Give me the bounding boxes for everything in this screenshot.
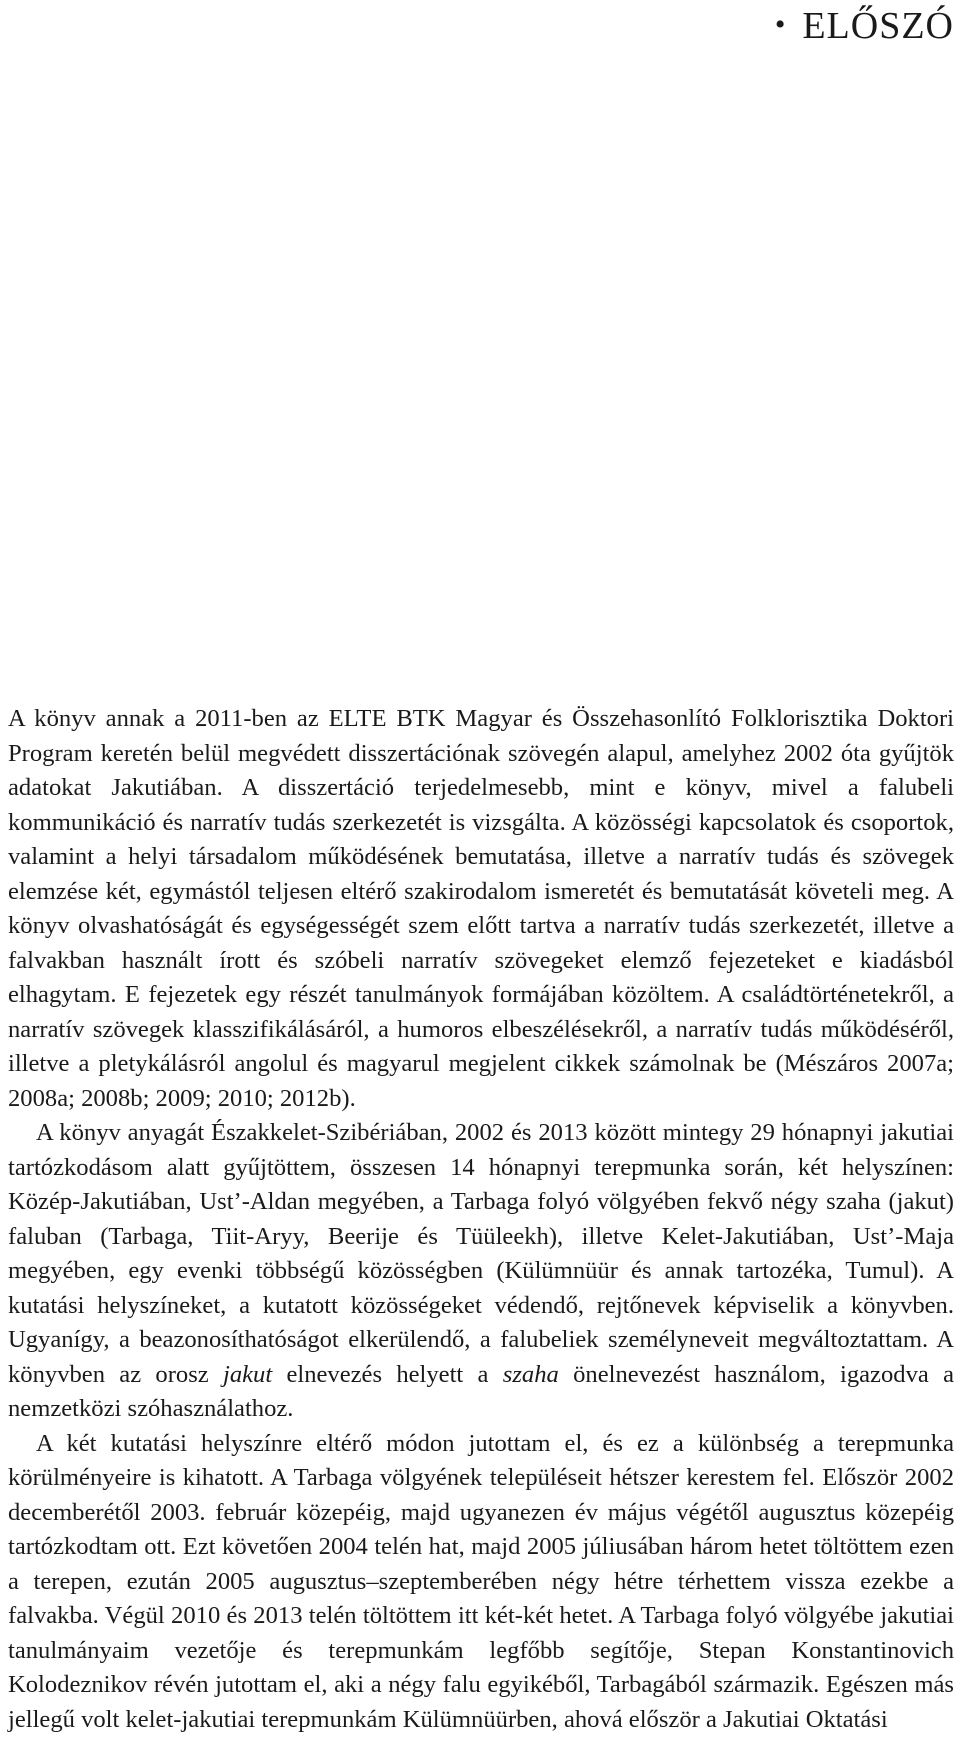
text-segment: A könyv annak a 2011-ben az ELTE BTK Magyar és Összehasonlító Folklorisztika Doktori Program keretén belül megvédett disszertációnak szövegén alapul, amelyhez 2002 óta gyűjtök adatokat Jakutiában. A disszertáció terjedelmesebb, mint e könyv, mivel a falubeli kommunikáció és narratív tudás szerkezetét is vizsgálta. A közösségi kapcsolatok és csoportok, valamint a helyi társadalom működésének bemutatása, illetve a narratív tudás és szövegek elemzése két, egymástól teljesen eltérő szakirodalom ismeretét és bemutatását követeli meg. A könyv olvashatóságát és egységességét szem előtt tartva a narratív tudás szerkezetét, illetve a falvakban használt írott és szóbeli narratív szövegeket elemző fejezeteket e kiadásból elhagytam. E fejezetek egy részét tanulmányok formájában közöltem. A családtörténetekről, a narratív szövegek klasszifikálásáról, a humoros elbeszélésekről, a narratív tudás működéséről, illetve a pletykálásról angolul és magyarul megjelent cikkek számolnak be (Mészáros 2007a; 2008a; 2008b; 2009; 2010; 2012b). (8, 705, 954, 1112)
text-segment: elnevezés helyett a (272, 1361, 503, 1388)
paragraph-3 (8, 1427, 954, 1737)
chapter-header (775, 4, 954, 48)
header-bullet: • (775, 8, 787, 42)
italic-term-szaha: szaha (503, 1361, 559, 1388)
text-segment: A könyv anyagát Északkelet-Szibériában, 2002 és 2013 között mintegy 29 hónapnyi jakutiai tartózkodásom alatt gyűjtöttem, összesen 14 hónapnyi terepmunka során, két helyszínen: Közép-Jakutiában, Ust’-Aldan megyében, a Tarbaga folyó völgyében fekvő négy szaha (jakut) faluban (Tarbaga, Tiit-Aryy, Beerije és Tüüleekh), illetve Kelet-Jakutiában, Ust’-Maja megyében, egy evenki többségű közösségben (Külümnüür és annak tartozéka, Tumul). A kutatási helyszíneket, a kutatott közösségeket védendő, rejtőnevek képviselik a könyvben. Ugyanígy, a beazonosíthatóságot elkerülendő, a falubeliek személyneveit megváltoztattam. A könyvben az orosz (8, 1119, 954, 1388)
italic-term-jakut: jakut (223, 1361, 272, 1388)
text-segment: A két kutatási helyszínre eltérő módon jutottam el, és ez a különbség a terepmunka körülményeire is kihatott. A Tarbaga völgyének településeit hétszer kerestem fel. Először 2002 decemberétől 2003. február közepéig, majd ugyanezen év május végétől augusztus közepéig tartózkodtam ott. Ezt követően 2004 telén hat, majd 2005 júliusában három hetet töltöttem ezen a terepen, ezután 2005 augusztus–szeptemberében négy hétre térhettem vissza ezekbe a falvakba. Végül 2010 és 2013 telén töltöttem itt két-két hetet. A Tarbaga folyó völgyébe jakutiai tanulmányaim vezetője és terepmunkám legfőbb segítője, Stepan Konstantinovich Kolodeznikov révén jutottam el, aki a négy falu egyikéből, Tarbagából származik. Egészen más jellegű volt kelet-jakutiai terepmunkám Külümnüürben, ahová először a Jakutiai Oktatási (8, 1430, 954, 1733)
paragraph-2 (8, 1116, 954, 1427)
text-segment: önelnevezést használom, igazodva a nemzetközi szóhasználathoz. (8, 1361, 954, 1423)
chapter-title: ELŐSZÓ (802, 4, 954, 48)
body-text (8, 702, 954, 1737)
paragraph-1 (8, 702, 954, 1116)
